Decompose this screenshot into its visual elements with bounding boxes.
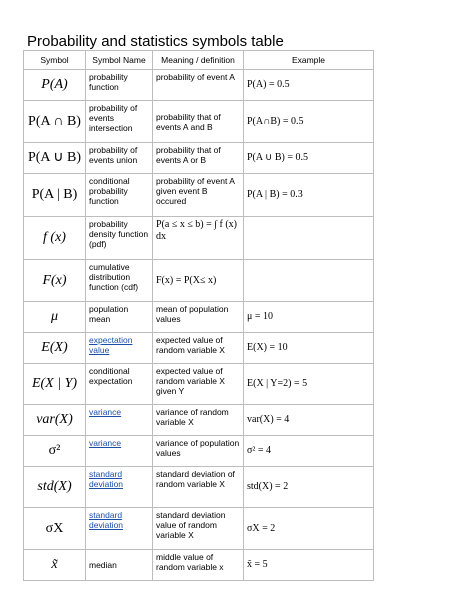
meaning-cell: middle value of random variable x [153,550,244,581]
name-cell: probability of events union [86,143,153,174]
example-cell [244,217,374,260]
example-cell: x̃ = 5 [244,550,374,581]
symbol-cell: P(A | B) [24,174,86,217]
example-cell: P(A∩B) = 0.5 [244,101,374,143]
table-row [24,405,374,436]
symbol-cell: f (x) [24,217,86,260]
meaning-cell: expected value of random variable X given Y [153,364,244,405]
meaning-cell: standard deviation value of random variable X [153,508,244,550]
meaning-cell: expected value of random variable X [153,333,244,364]
symbol-cell: σ² [24,436,86,467]
example-cell: E(X) = 10 [244,333,374,364]
table-row [24,508,374,550]
symbol-cell: E(X) [24,333,86,364]
example-cell: std(X) = 2 [244,467,374,508]
name-cell: cumulative distribution function (cdf) [86,260,153,302]
name-cell [86,467,153,508]
symbol-cell: F(x) [24,260,86,302]
header-symbol: Symbol [24,51,86,70]
example-cell: var(X) = 4 [244,405,374,436]
name-cell [86,436,153,467]
table-row [24,101,374,143]
table-row [24,260,374,302]
name-cell: median [86,550,153,581]
name-cell: probability of events intersection [86,101,153,143]
symbol-cell: P(A) [24,70,86,101]
meaning-cell: probability of event A given event B occured [153,174,244,217]
example-cell [244,260,374,302]
table-row [24,143,374,174]
header-row [24,51,374,70]
meaning-cell: standard deviation of random variable X [153,467,244,508]
table-row [24,333,374,364]
variance-link[interactable]: variance [89,438,122,448]
name-cell [86,508,153,550]
symbol-cell: var(X) [24,405,86,436]
symbol-cell: μ [24,302,86,333]
symbol-cell: E(X | Y) [24,364,86,405]
symbol-cell: P(A ∪ B) [24,143,86,174]
symbol-cell: x̃ [24,550,86,581]
name-cell [86,333,153,364]
meaning-cell: variance of population values [153,436,244,467]
expectation-value-link[interactable]: expectation value [89,335,133,355]
example-cell: P(A ∪ B) = 0.5 [244,143,374,174]
example-cell: P(A | B) = 0.3 [244,174,374,217]
standard-deviation-link[interactable]: standard deviation [89,510,124,530]
page-title: Probability and statistics symbols table [27,33,284,50]
meaning-cell: P(a ≤ x ≤ b) = ∫ f (x) dx [153,217,244,260]
table-row [24,436,374,467]
name-cell: probability function [86,70,153,101]
meaning-cell: F(x) = P(X≤ x) [153,260,244,302]
example-cell: P(A) = 0.5 [244,70,374,101]
name-cell: conditional probability function [86,174,153,217]
meaning-cell: variance of random variable X [153,405,244,436]
name-cell: conditional expectation [86,364,153,405]
table-row [24,70,374,101]
meaning-cell: probability of event A [153,70,244,101]
symbol-cell: P(A ∩ B) [24,101,86,143]
name-cell: population mean [86,302,153,333]
symbols-table [23,50,374,581]
header-symbol-name: Symbol Name [86,51,153,70]
header-example: Example [244,51,374,70]
table-row [24,302,374,333]
example-cell: σ² = 4 [244,436,374,467]
standard-deviation-link[interactable]: standard deviation [89,469,124,489]
name-cell: probability density function (pdf) [86,217,153,260]
example-cell: E(X | Y=2) = 5 [244,364,374,405]
header-meaning: Meaning / definition [153,51,244,70]
table-row [24,364,374,405]
symbol-cell: σX [24,508,86,550]
table-row [24,467,374,508]
variance-link[interactable]: variance [89,407,122,417]
meaning-cell: probability that of events A and B [153,101,244,143]
meaning-cell: mean of population values [153,302,244,333]
example-cell: μ = 10 [244,302,374,333]
name-cell [86,405,153,436]
meaning-cell: probability that of events A or B [153,143,244,174]
table-row [24,174,374,217]
table-row [24,550,374,581]
symbol-cell: std(X) [24,467,86,508]
table-row [24,217,374,260]
example-cell: σX = 2 [244,508,374,550]
